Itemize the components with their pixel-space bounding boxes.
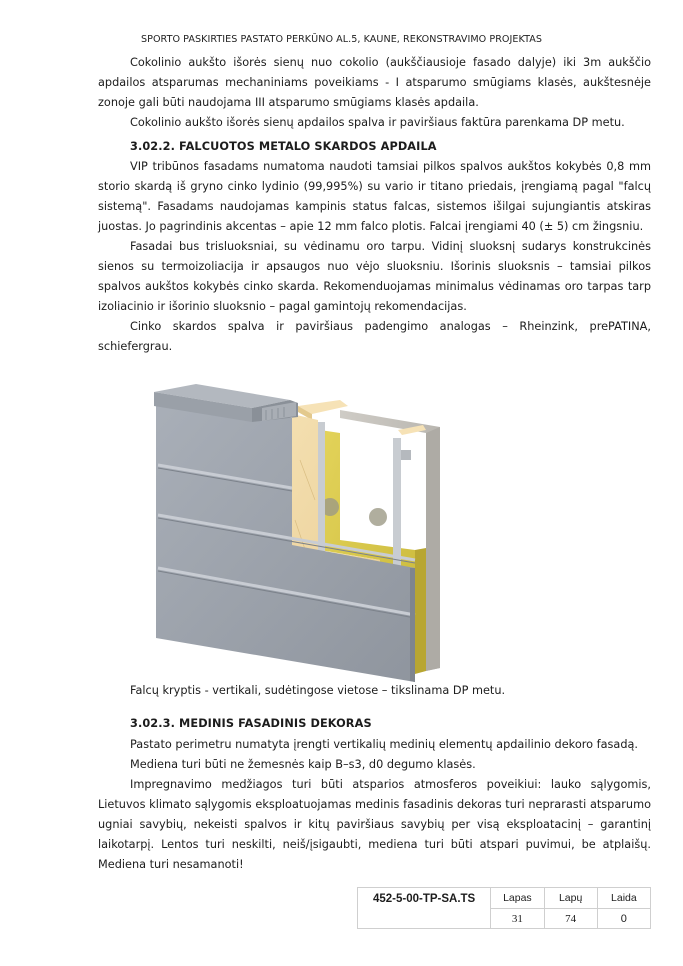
paragraph: Fasadai bus trisluoksniai, su vėdinamu oro tarpu. Vidinį sluoksnį sudarys konstrukcinės sienos su termoizoliacija ir apsaugos nuo vėjo sluoksniu. Išorinis sluoksnis – tamsiai pilkos spalvos aukštos kokybės cinko skarda. Rekomenduojamas minimalus vėdinamas oro tarpas tarp izoliacinio ir išorinio sluoksnio – pagal gamintojų rekomendacijas. [98, 240, 651, 313]
section-heading: 3.02.3. MEDINIS FASADINIS DEKORAS [130, 717, 372, 730]
paragraph: Impregnavimo medžiagos turi būti atsparios atmosferos poveikiui: lauko sąlygomis, Lietuvos klimato sąlygomis eksploatuojamas medinis fasadinis dekoras turi neprarasti atsparumo ugniai savybių, nekeisti spalvos ir kitų paviršiaus savybių per visą eksploatacinį – garantinį laikotarpį. Lentos turi neskilti, neiš/įsigaubti, mediena turi būti atspari puvimui, be atplaišų. Mediena turi nesamanoti! [98, 778, 651, 871]
edition-number: 0 [597, 909, 650, 929]
sheet-label: Lapas [491, 888, 544, 909]
paragraph: Cinko skardos spalva ir paviršiaus padengimo analogas – Rheinzink, prePATINA, schiefergrau. [98, 320, 651, 353]
figure-caption: Falcų kryptis - vertikali, sudėtingose vietose – tikslinama DP metu. [130, 684, 506, 697]
intro-text [98, 53, 651, 133]
paragraph: VIP tribūnos fasadams numatoma naudoti tamsiai pilkos spalvos aukštos kokybės 0,8 mm storio skardą iš gryno cinko lydinio (99,995%) su vario ir titano priedais, įrengiamą pagal "falcų sistemą". Fasadams naudojamas kampinis status falcas, sistemos išilgai sujungiantis atskiras juostas. Jo pagrindinis akcentas – apie 12 mm falco plotis. Falcai įrengiami 40 (± 5) cm žingsniu. [98, 160, 651, 233]
section-heading: 3.02.2. FALCUOTOS METALO SKARDOS APDAILA [130, 140, 437, 153]
title-block [357, 887, 651, 929]
sheets-total: 74 [544, 909, 597, 929]
paragraph: Pastato perimetru numatyta įrengti vertikalių medinių elementų apdailinio dekoro fasadą. [130, 738, 639, 751]
sheets-label: Lapų [544, 888, 597, 909]
section-text [98, 157, 651, 357]
paragraph: Mediena turi būti ne žemesnės kaip B–s3, d0 degumo klasės. [130, 758, 476, 771]
edition-label: Laida [597, 888, 650, 909]
paragraph: Cokolinio aukšto išorės sienų apdailos spalva ir paviršiaus faktūra parenkama DP metu. [130, 116, 625, 129]
page-header: SPORTO PASKIRTIES PASTATO PERKŪNO AL.5, KAUNE, REKONSTRAVIMO PROJEKTAS [140, 34, 543, 45]
sheet-number: 31 [491, 909, 544, 929]
paragraph: Cokolinio aukšto išorės sienų nuo cokolio (aukščiausioje fasado dalyje) iki 3m aukščio apdailos atsparumas mechaniniams poveikiams - I atsparumo smūgiams klasės, aukštesnėje zonoje gali būti naudojama III atsparumo smūgiams klasės apdaila. [98, 56, 651, 109]
document-code: 452-5-00-TP-SA.TS [358, 888, 491, 929]
section-text [98, 735, 651, 875]
facade-section-illustration [140, 370, 480, 682]
zinc-standing-seam-panels [156, 398, 415, 682]
